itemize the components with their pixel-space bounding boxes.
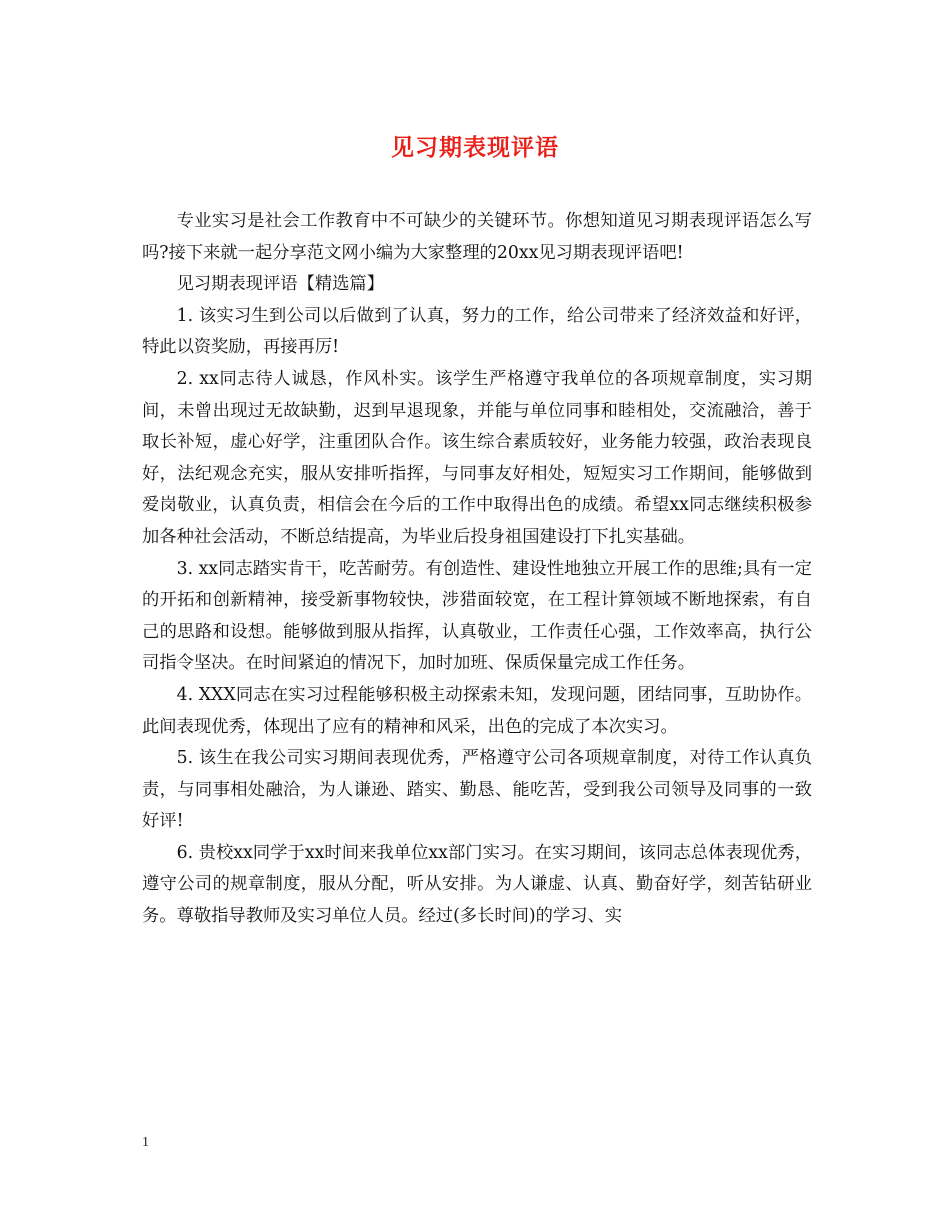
comment-item-2: 2. xx同志待人诚恳，作风朴实。该学生严格遵守我单位的各项规章制度，实习期间，未曾出现过无故缺勤，迟到早退现象，并能与单位同事和睦相处，交流融洽，善于取长补短，虚心好学，注重团队合作。该生综合素质较好，业务能力较强，政治表现良好，法纪观念充实，服从安排听指挥，与同事友好相处，短短实习工作期间，能够做到爱岗敬业，认真负责，相信会在今后的工作中取得出色的成绩。希望xx同志继续积极参加各种社会活动，不断总结提高，为毕业后投身祖国建设打下扎实基础。 — [142, 368, 812, 547]
section-heading: 见习期表现评语【精选篇】 — [176, 274, 384, 295]
comment-item-6: 6. 贵校xx同学于xx时间来我单位xx部门实习。在实习期间，该同志总体表现优秀，遵守公司的规章制度，服从分配，听从安排。为人谦虚、认真、勤奋好学，刻苦钻研业务。尊敬指导教师及实习单位人员。经过(多长时间)的学习、实 — [142, 842, 812, 927]
intro-paragraph: 专业实习是社会工作教育中不可缺少的关键环节。你想知道见习期表现评语怎么写吗?接下来就一起分享范文网小编为大家整理的20xx见习期表现评语吧! — [142, 211, 812, 263]
page-number: 1 — [142, 1135, 149, 1150]
comment-item-1: 1. 该实习生到公司以后做到了认真，努力的工作，给公司带来了经济效益和好评，特此以资奖励，再接再厉! — [142, 305, 812, 358]
comment-item-4: 4. XXX同志在实习过程能够积极主动探索未知，发现问题，团结同事，互助协作。此间表现优秀，体现出了应有的精神和风采，出色的完成了本次实习。 — [142, 684, 812, 737]
document-title: 见习期表现评语 — [391, 134, 559, 161]
document-body — [142, 206, 812, 933]
comment-item-3: 3. xx同志踏实肯干，吃苦耐劳。有创造性、建设性地独立开展工作的思维;具有一定的开拓和创新精神，接受新事物较快，涉猎面较宽，在工程计算领域不断地探索，有自己的思路和设想。能够做到服从指挥，认真敬业，工作责任心强，工作效率高，执行公司指令坚决。在时间紧迫的情况下，加时加班、保质保量完成工作任务。 — [142, 558, 812, 674]
comment-item-5: 5. 该生在我公司实习期间表现优秀，严格遵守公司各项规章制度，对待工作认真负责，与同事相处融洽，为人谦逊、踏实、勤恳、能吃苦，受到我公司领导及同事的一致好评! — [142, 748, 812, 832]
